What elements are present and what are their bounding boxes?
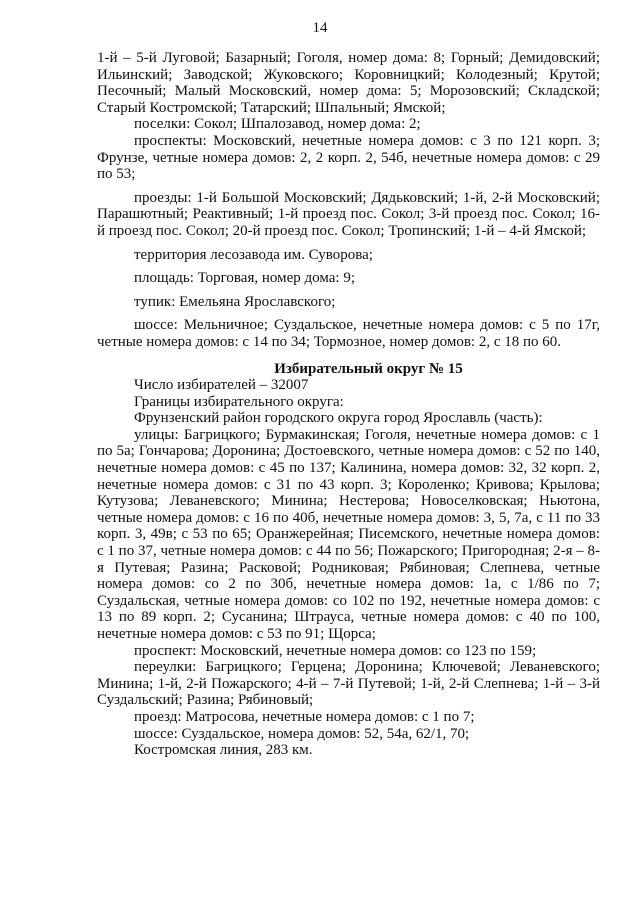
district-lanes: переулки: Багрицкого; Герцена; Доронина; Ключевой; Леваневского; Минина; 1-й, 2-й Пожарского; 4-й – 7-й Путевой; 1-й, 2-й Слепнева; 1-й – 3-й Суздальский; Разина; Рябиновый; <box>97 659 600 709</box>
voter-count: Число избирателей – 32007 <box>134 377 309 394</box>
passages-paragraph: проезды: 1-й Большой Московский; Дядьковский; 1-й, 2-й Московский; Парашютный; Реактивный; 1-й проезд пос. Сокол; 3-й проезд пос. Сокол; 16-й проезд пос. Сокол; 20-й проезд пос. Сокол; Тропинский; 1-й – 4-й Ямской; <box>97 189 600 239</box>
district-area: Фрунзенский район городского округа город Ярославль (часть): <box>134 410 543 427</box>
district-streets: улицы: Багрицкого; Бурмакинская; Гоголя, нечетные номера домов: с 1 по 5а; Гончарова; Доронина; Достоевского, четные номера домов: с 52 по 140, нечетные номера домов: с 45 по 137; Калинина, номера домов: 32, 32 корп. 2, нечетные номера домов: с 31 по 43 корп. 3; Короленко; Кривова; Крылова; Кутузова; Леваневского; Минина; Нестерова; Новоселковская; Ньютона, четные номера домов: с 16 по 40б, нечетные номера домов: 3, 5, 7а, с 11 по 33 корп. 3, 49в; с 53 по 65; Оранжерейная; Писемского, нечетные номера домов: с 1 по 37, четные номера домов: с 44 по 56; Пожарского; Пригородная; 2-я – 8-я Путевая; Разина; Расковой; Родниковая; Рябиновая; Слепнева, четные номера домов: со 2 по 30б, нечетные номера домов: 1а, с 1/86 по 7; Суздальская, четные номера домов: со 102 по 192, нечетные номера домов: с 13 по 89 корп. 2; Сусанина; Штрауса, четные номера домов: с 40 по 100, нечетные номера домов: с 53 по 91; Щорса; <box>97 426 600 642</box>
district-railway: Костромская линия, 283 км. <box>134 742 313 759</box>
streets-continued: 1-й – 5-й Луговой; Базарный; Гоголя, номер дома: 8; Горный; Демидовский; Ильинский; Заводской; Жуковского; Коровницкий; Колодезный; Крутой; Песочный; Малый Московский, номер дома: 5; Морозовский; Складской; Старый Костромской; Татарский; Шпальный; Ямской; <box>97 50 600 116</box>
boundaries-label: Границы избирательного округа: <box>134 393 344 410</box>
settlements-paragraph: поселки: Сокол; Шпалозавод, номер дома: 2; <box>134 116 421 133</box>
highways-paragraph: шоссе: Мельничное; Суздальское, нечетные номера домов: с 5 по 17г, четные номера домов: с 14 по 34; Тормозное, номер домов: 2, с 18 по 60. <box>97 317 600 350</box>
document-body <box>97 50 600 759</box>
avenues-paragraph: проспекты: Московский, нечетные номера домов: с 3 по 121 корп. 3; Фрунзе, четные номера домов: 2, 2 корп. 2, 54б, нечетные номера домов: с 29 по 53; <box>97 132 600 183</box>
dead-end-paragraph: тупик: Емельяна Ярославского; <box>134 293 336 310</box>
square-paragraph: площадь: Торговая, номер дома: 9; <box>134 270 355 287</box>
district-heading: Избирательный округ № 15 <box>274 360 463 377</box>
district-highway: шоссе: Суздальское, номера домов: 52, 54а, 62/1, 70; <box>134 725 470 742</box>
territory-paragraph: территория лесозавода им. Суворова; <box>134 246 373 263</box>
page-number: 14 <box>312 20 328 36</box>
district-avenue: проспект: Московский, нечетные номера домов: со 123 по 159; <box>134 642 537 659</box>
district-passage: проезд: Матросова, нечетные номера домов: с 1 по 7; <box>134 708 475 725</box>
